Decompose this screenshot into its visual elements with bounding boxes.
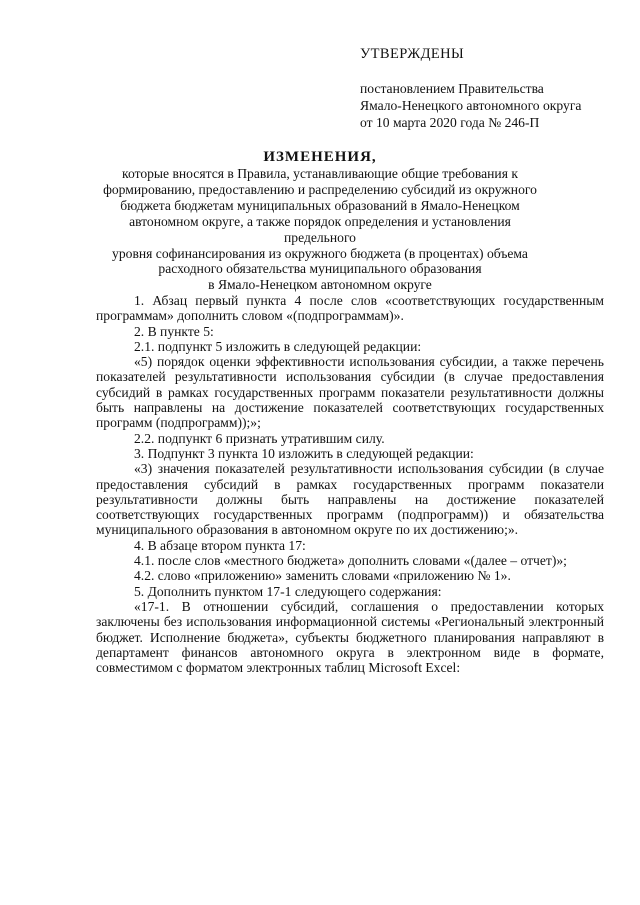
approval-line: от 10 марта 2020 года № 246-П [360,115,540,130]
paragraph: 1. Абзац первый пункта 4 после слов «соответствующих государственным программам» дополнить словом «(подпрограммам)». [96,293,604,324]
approval-line: Ямало-Ненецкого автономного округа [360,98,582,113]
document-title-block [100,148,540,293]
paragraph: 4.1. после слов «местного бюджета» дополнить словами «(далее – отчет)»; [134,553,567,569]
subtitle-line: в Ямало-Ненецком автономном округе [208,277,432,293]
subtitle-line: формированию, предоставлению и распределению субсидий из окружного [103,181,537,197]
subtitle-line: которые вносятся в Правила, устанавливающие общие требования к [122,166,518,181]
subtitle-line: расходного обязательства муниципального образования [158,261,482,277]
approval-heading: УТВЕРЖДЕНЫ [360,46,465,62]
paragraph: 5. Дополнить пунктом 17-1 следующего содержания: [134,583,442,599]
paragraph: 4.2. слово «приложению» заменить словами «приложению № 1». [134,568,511,584]
paragraph: 2.2. подпункт 6 признать утратившим силу. [134,430,385,446]
approval-line: постановлением Правительства [360,81,544,96]
document-body [96,293,604,675]
document-subtitle [100,166,540,293]
paragraph: «17-1. В отношении субсидий, соглашения о предоставлении которых заключены без использования информационной системы «Региональный электронный бюджет. Исполнение бюджета», субъекты бюджетного планирования направляют в департамент финансов автономного округа в электронном виде в формате, совместимом с форматом электронных таблиц Microsoft Excel: [96,598,604,676]
paragraph: 3. Подпункт 3 пункта 10 изложить в следующей редакции: [134,445,474,461]
subtitle-line: уровня софинансирования из окружного бюджета (в процентах) объема [112,245,528,261]
paragraph: «3) значения показателей результативности использования субсидии (в случае предоставления субсидий в рамках государственных программ показатели результативности должны быть направлены на достижение показателей соответствующих государственных программ (подпрограмм)) и обязательства муниципального образования в автономном округе по их достижению;». [96,461,604,538]
paragraph: «5) порядок оценки эффективности использования субсидии, а также перечень показателей результативности использования субсидии (в случае предоставления субсидий в рамках государственных программ показатели результативности должны быть направлены на достижение показателей соответствующих государственных программ (подпрограмм));»; [96,354,604,431]
subtitle-line: автономном округе, а также порядок определения и установления предельного [129,213,511,245]
paragraph: 4. В абзаце втором пункта 17: [134,537,306,553]
document-heading: ИЗМЕНЕНИЯ, [263,149,377,165]
subtitle-line: бюджета бюджетам муниципальных образований в Ямало-Ненецком [120,197,520,213]
paragraph: 2. В пункте 5: [134,323,214,339]
paragraph: 2.1. подпункт 5 изложить в следующей редакции: [134,338,422,354]
approval-stamp [360,46,620,131]
